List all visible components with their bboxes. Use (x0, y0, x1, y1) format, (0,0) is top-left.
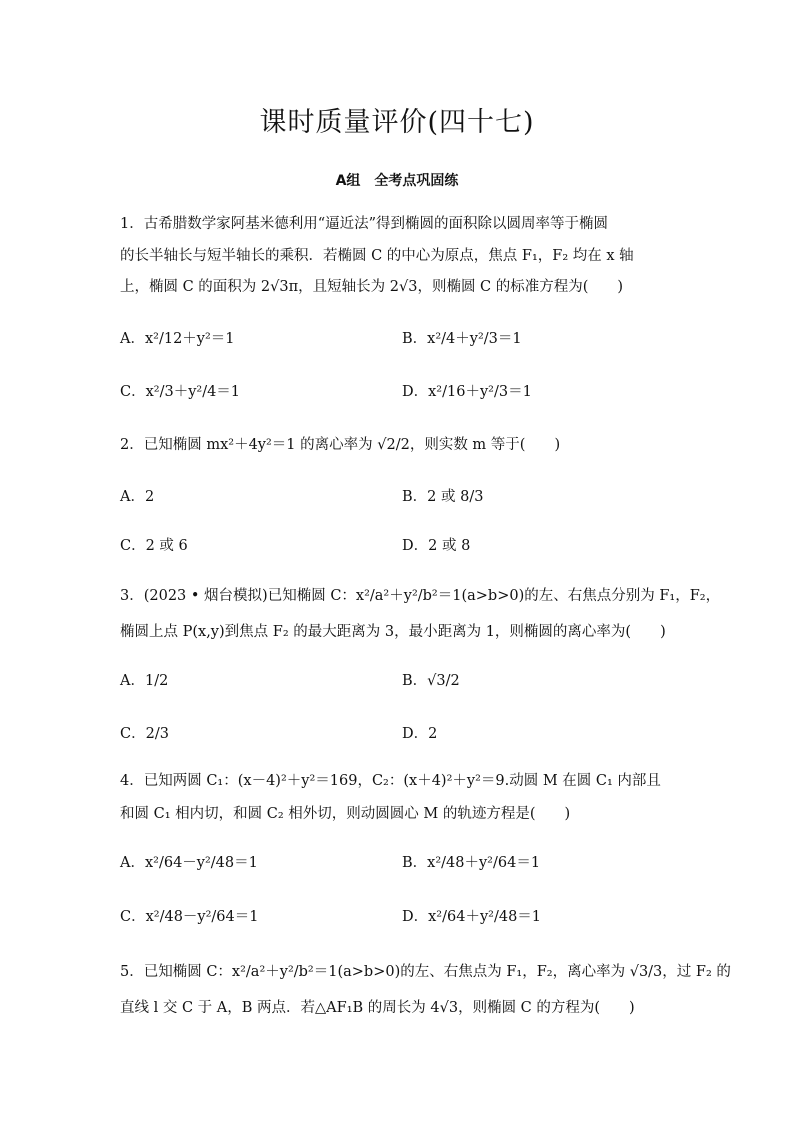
q4-option-c: C．x²/48－y²/64＝1 (120, 909, 259, 925)
q3-line-1: 3．(2023 • 烟台模拟)已知椭圆 C：x²/a²＋y²/b²＝1(a>b>0)的左、右焦点分别为 F₁，F₂， (120, 588, 721, 604)
q3-option-d: D．2 (402, 726, 438, 742)
q4-option-a: A．x²/64－y²/48＝1 (120, 855, 258, 871)
q1-option-d: D．x²/16＋y²/3＝1 (402, 384, 532, 400)
q1-line-3: 上，椭圆 C 的面积为 2√3π，且短轴长为 2√3，则椭圆 C 的标准方程为( ) (120, 279, 624, 295)
q1-line-1: 1．古希腊数学家阿基米德利用“逼近法”得到椭圆的面积除以圆周率等于椭圆 (120, 216, 609, 232)
q5-line-1: 5．已知椭圆 C：x²/a²＋y²/b²＝1(a>b>0)的左、右焦点为 F₁，F₂，离心率为 √3/3，过 F₂ 的 (120, 964, 731, 980)
q4-option-d: D．x²/64＋y²/48＝1 (402, 909, 542, 925)
q4-option-b: B．x²/48＋y²/64＝1 (402, 855, 541, 871)
q3-line-2: 椭圆上点 P(x,y)到焦点 F₂ 的最大距离为 3，最小距离为 1，则椭圆的离心率为( ) (120, 624, 666, 640)
q3-option-c: C．2/3 (120, 726, 169, 742)
q2-option-d: D．2 或 8 (402, 538, 471, 554)
section-heading (0, 170, 794, 190)
q1-line-2: 的长半轴长与短半轴长的乘积．若椭圆 C 的中心为原点，焦点 F₁，F₂ 均在 x 轴 (120, 248, 634, 264)
q4-line-1: 4．已知两圆 C₁：(x－4)²＋y²＝169，C₂：(x＋4)²＋y²＝9.动圆 M 在圆 C₁ 内部且 (120, 773, 661, 789)
q2-option-b: B．2 或 8/3 (402, 489, 484, 505)
q1-option-a: A．x²/12＋y²＝1 (120, 331, 235, 347)
q3-option-a: A．1/2 (120, 673, 169, 689)
q4-line-2: 和圆 C₁ 相内切，和圆 C₂ 相外切，则动圆圆心 M 的轨迹方程是( ) (120, 806, 571, 822)
q5-line-2: 直线 l 交 C 于 A，B 两点．若△AF₁B 的周长为 4√3，则椭圆 C 的方程为( ) (120, 1000, 635, 1016)
q3-option-b: B．√3/2 (402, 673, 460, 689)
q2-line-1: 2．已知椭圆 mx²＋4y²＝1 的离心率为 √2/2，则实数 m 等于( ) (120, 437, 561, 453)
q2-option-c: C．2 或 6 (120, 538, 188, 554)
q1-option-b: B．x²/4＋y²/3＝1 (402, 331, 522, 347)
page-title: 课时质量评价(四十七) (259, 107, 535, 138)
q1-option-c: C．x²/3＋y²/4＝1 (120, 384, 241, 400)
q2-option-a: A．2 (120, 489, 155, 505)
group-label: A组 (335, 173, 361, 189)
section-name: 全考点巩固练 (374, 173, 459, 189)
